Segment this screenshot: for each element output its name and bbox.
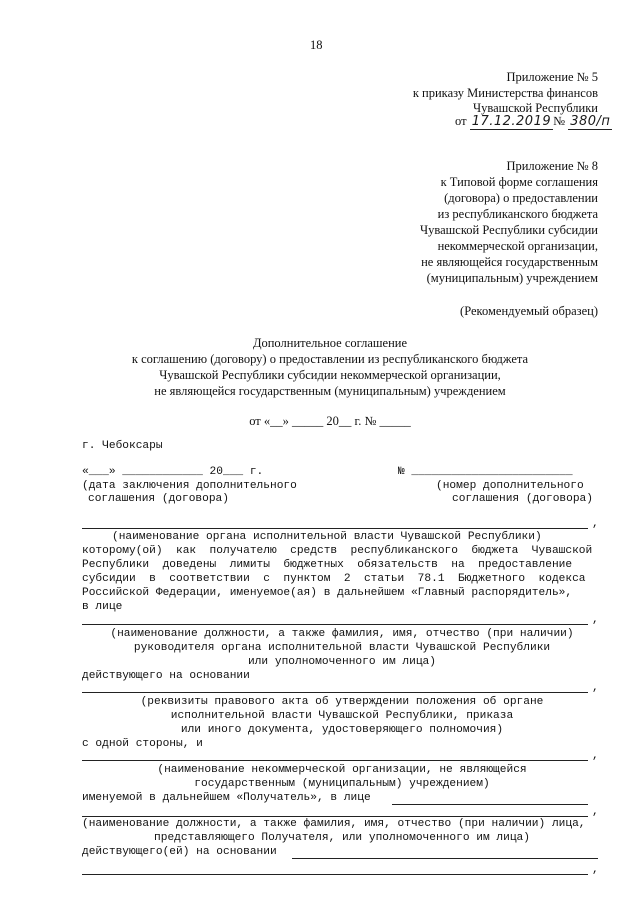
appendix5-line2: к приказу Министерства финансов — [412, 86, 598, 100]
agreement-date-caption1: (дата заключения дополнительного — [82, 480, 297, 492]
recipient-rep-field — [392, 804, 588, 805]
appendix8-line7: не являющейся государственным — [421, 255, 598, 269]
from-prefix: от — [455, 114, 467, 128]
agreement-number-caption2: соглашения (договора) — [452, 493, 593, 505]
appendix8-line1: Приложение № 8 — [506, 159, 598, 173]
recipient-rep-field-cont — [82, 816, 588, 817]
appendix8-line6: некоммерческой организации, — [437, 239, 598, 253]
organ-comma: , — [592, 518, 599, 530]
one-side-label: с одной стороны, и — [82, 738, 203, 750]
handwritten-number: 380/п — [570, 114, 611, 129]
acting-basis-label: действующего на основании — [82, 670, 250, 682]
representative-comma: , — [592, 614, 599, 626]
agreement-number-caption1: (номер дополнительного — [436, 480, 584, 492]
position-caption2: руководителя органа исполнительной власти Чувашской Республики — [133, 642, 551, 654]
legal-act-field — [82, 692, 588, 693]
recipient-caption1: (наименование должности, а также фамилия, имя, отчество (при наличии) лица, — [82, 818, 586, 830]
nko-caption2: государственным (муниципальным) учреждением) — [194, 778, 490, 790]
acting2-comma: , — [592, 864, 599, 876]
appendix8-line4: из республиканского бюджета — [437, 207, 598, 221]
acting2-label: действующего(ей) на основании — [82, 846, 277, 858]
recipient-comma: , — [592, 806, 599, 818]
agreement-date-caption2: соглашения (договора) — [88, 493, 229, 505]
page-number: 18 — [310, 38, 323, 52]
city: г. Чебоксары — [82, 440, 163, 452]
title-date-number: от «__» _____ 20__ г. № _____ — [249, 414, 411, 428]
acting2-field — [292, 858, 598, 859]
body-p1-line3: субсидии в соответствии с пунктом 2 статьи 78.1 Бюджетного кодекса — [82, 573, 586, 585]
organ-caption: (наименование органа исполнительной власти Чувашской Республики) — [112, 531, 542, 543]
acting2-field-cont — [82, 874, 588, 875]
handwritten-date: 17.12.2019 — [471, 114, 552, 129]
nko-name-field — [82, 760, 588, 761]
appendix5-line3: Чувашской Республики — [472, 101, 598, 115]
legal-act-comma: , — [592, 682, 599, 694]
appendix8-line8: (муниципальным) учреждением — [426, 271, 598, 285]
representative-field — [82, 624, 588, 625]
organ-name-field — [82, 528, 588, 529]
nko-comma: , — [592, 750, 599, 762]
title-line1: Дополнительное соглашение — [252, 336, 408, 350]
body-p1-line1: которому(ой) как получателю средств республиканского бюджета Чувашской — [82, 545, 593, 557]
appendix5-line1: Приложение № 5 — [506, 70, 598, 84]
title-line4: не являющейся государственным (муниципальным) учреждением — [154, 384, 506, 398]
position-caption1: (наименование должности, а также фамилия, имя, отчество (при наличии) — [110, 628, 574, 640]
recipient-label: именуемой в дальнейшем «Получатель», в лице — [82, 792, 371, 804]
requisites-caption2: исполнительной власти Чувашской Республики, приказа — [170, 710, 514, 722]
number-prefix: № — [553, 114, 566, 128]
body-p1-line5: в лице — [82, 601, 123, 613]
appendix5-date-line — [455, 114, 612, 129]
body-p1-line2: Республики доведены лимиты бюджетных обязательств на предоставление — [82, 559, 573, 571]
agreement-date-field: «___» ____________ 20___ г. — [82, 466, 264, 478]
recipient-caption2: представляющего Получателя, или уполномоченного им лица) — [154, 832, 530, 844]
title-line2: к соглашению (договору) о предоставлении из республиканского бюджета — [131, 352, 529, 366]
agreement-number-field: № ________________________ — [398, 466, 573, 478]
recommended-sample: (Рекомендуемый образец) — [460, 304, 598, 318]
body-p1-line4: Российской Федерации, именуемое(ая) в дальнейшем «Главный распорядитель», — [82, 587, 573, 599]
appendix8-line5: Чувашской Республики субсидии — [420, 223, 598, 237]
requisites-caption1: (реквизиты правового акта об утверждении положения об органе — [140, 696, 544, 708]
appendix8-line2: к Типовой форме соглашения — [440, 175, 598, 189]
nko-caption1: (наименование некоммерческой организации, не являющейся — [157, 764, 527, 776]
position-caption3: или уполномоченного им лица) — [248, 656, 436, 668]
title-line3: Чувашской Республики субсидии некоммерческой организации, — [159, 368, 501, 382]
requisites-caption3: или иного документа, удостоверяющего полномочия) — [180, 724, 504, 736]
appendix8-line3: (договора) о предоставлении — [444, 191, 598, 205]
